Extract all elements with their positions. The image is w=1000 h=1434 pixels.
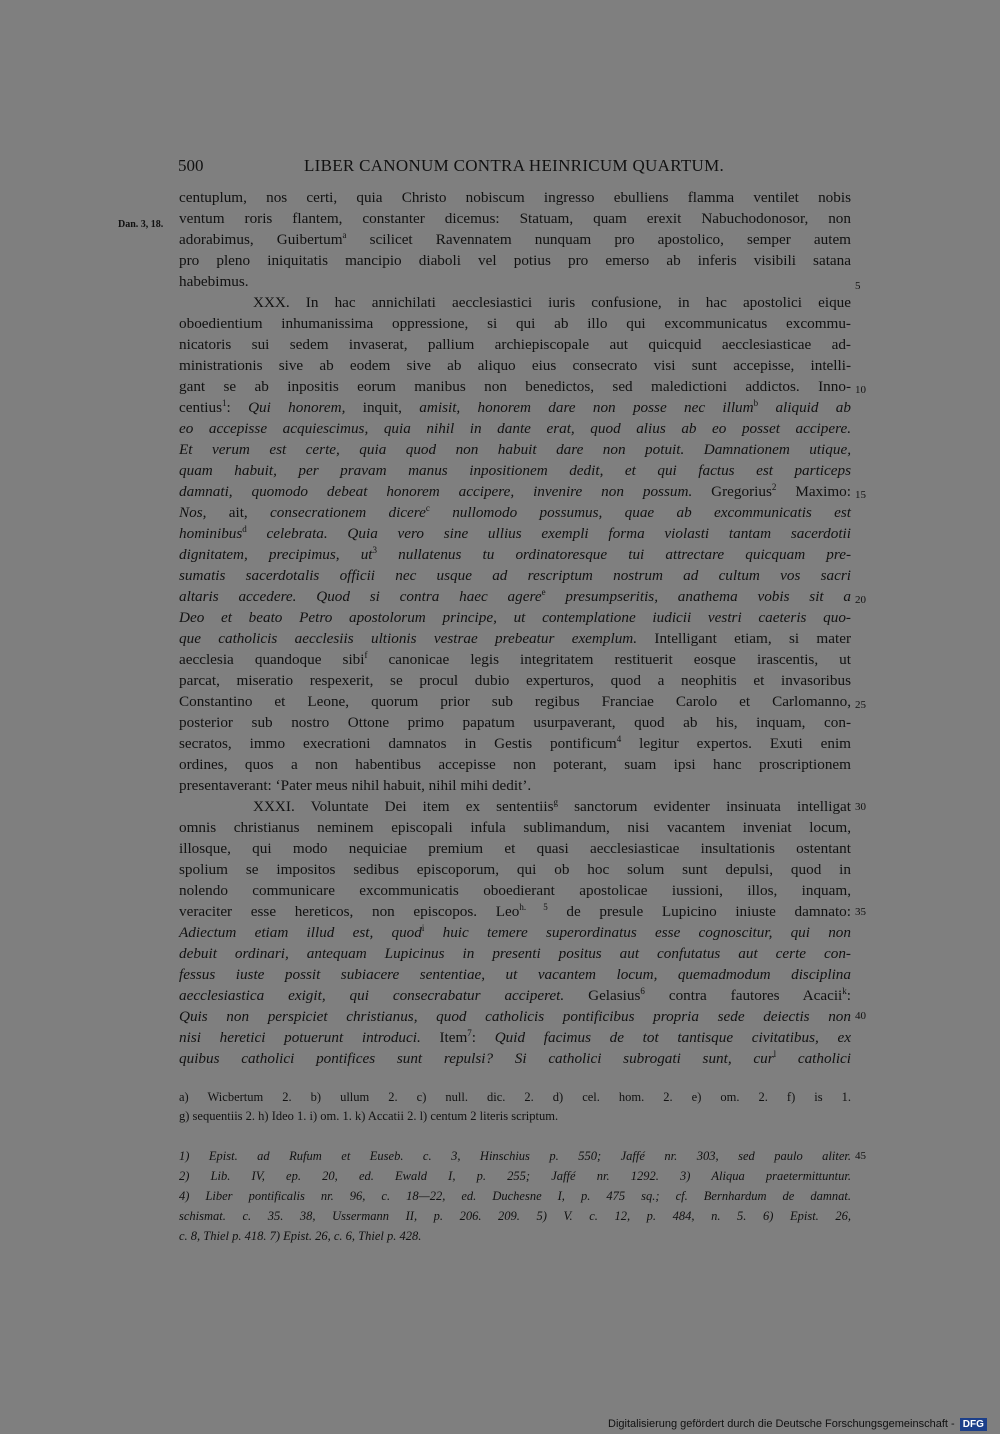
digitization-credit xyxy=(608,1418,987,1432)
text-line: habebimus. xyxy=(179,273,249,290)
text-line: Nos, ait, consecrationem dicere$^c$ nullomodo possumus, quae ab excommunicatis est xyxy=(179,502,851,521)
text-line: eo accepisse acquiescimus, quia nihil in dante erat, quod alius ab eo posset accipere. xyxy=(179,420,851,437)
margin-reference: Dan. 3, 18. xyxy=(118,219,164,230)
text-line: posterior sub nostro Ottone primo papatum usurpaverant, quod ab his, inquam, con- xyxy=(179,714,851,731)
footnote-line: 1) Epist. ad Rufum et Euseb. c. 3, Hinschius p. 550; Jaffé nr. 303, sed paulo aliter. xyxy=(179,1149,851,1163)
footnote-line: schismat. c. 35. 38, Ussermann II, p. 206. 209. 5) V. c. 12, p. 484, n. 5. 6) Epist. 26, xyxy=(179,1209,851,1223)
text-line: omnis christianus neminem episcopali infula sublimandum, nisi vacantem inveniat locum, xyxy=(179,819,851,836)
text-line: sumatis sacerdotalis officii nec usque ad rescriptum nostrum ad cultum vos sacri xyxy=(179,567,851,584)
text-line: Et verum est certe, quia quod non habuit dare non potuit. Damnationem utique, xyxy=(179,441,851,458)
text-line: nicatoris sui sedem invaserat, pallium archiepiscopale aut quicquid aecclesiasticae ad- xyxy=(179,336,851,353)
text-line: dignitatem, precipimus, $ut^3$ nullatenus tu ordinatoresque tui attrectare quicquam pre- xyxy=(179,544,852,563)
text-line: presentaverant: ‘Pater meus nihil habuit, nihil mihi dedit’. xyxy=(179,777,532,794)
line-number: 25 xyxy=(855,699,866,711)
text-line: ventum roris flantem, constanter dicemus: Statuam, quam erexit Nabuchodonosor, non xyxy=(179,210,851,227)
text-line: parcat, miseratio respexerit, se procul dubio experturos, quod a neophitis et invasoribus xyxy=(179,672,851,689)
text-line: debuit ordinari, antequam Lupicinus in presenti positus aut confutatus aut certe con- xyxy=(179,945,851,962)
line-number: 30 xyxy=(855,801,866,813)
text-line: Quis non perspiciet christianus, quod catholicis pontificibus propria sede deiectis non xyxy=(179,1008,851,1025)
text-line: aecclesia quandoque sibi$^f$ canonicae legis integritatem restituerit eosque irascentis, ut xyxy=(179,649,851,668)
text-line: hominibus$^d$ celebrata. Quia vero sine ullius exempli forma violasti tantam sacerdotii xyxy=(179,523,851,542)
footnote-line: c. 8, Thiel p. 418. 7) Epist. 26, c. 6, Thiel p. 428. xyxy=(179,1229,422,1243)
page-number: 500 xyxy=(178,156,204,175)
text-line: adorabimus, Guibertum$^a$ scilicet Ravennatem nunquam pro apostolico, semper autem xyxy=(179,229,851,248)
text-line: Deo et beato Petro apostolorum principe, ut contemplatione iudicii vestri caeteris quo- xyxy=(179,609,851,626)
text-line: Constantino et Leone, quorum prior sub regibus Franciae Carolo et Carlomanno, xyxy=(179,693,851,710)
text-line: altaris accedere. Quod si contra haec agere$^e$ presumpseritis, anathema vobis sit a xyxy=(179,586,851,605)
text-line: quibus catholici pontifices sunt repulsi? Si catholici subrogati sunt, cur$^l$ catholici xyxy=(179,1048,851,1067)
text-line: nisi heretici potuerunt introduci. Item$^7$: Quid facimus de tot tantisque civitatibus, ex xyxy=(179,1027,851,1046)
line-number: 45 xyxy=(855,1150,866,1162)
text-line: fessus iuste possit subiacere sententiae, ut vacantem locum, quemadmodum disciplina xyxy=(179,966,851,983)
text-line: centius$^1$: Qui honorem, inquit, amisit, honorem dare non posse nec illum$^b$ aliquid ab xyxy=(179,397,851,416)
section-heading-line: XXXI. Voluntate Dei item ex sententiis$^g$ sanctorum evidenter insinuata intelligat xyxy=(253,796,851,815)
text-line: oboedientium inhumanissima oppressione, si qui ab illo qui excommunicatus excommu- xyxy=(179,315,851,332)
credit-text: Digitalisierung gefördert durch die Deutsche Forschungsgemeinschaft - xyxy=(608,1418,955,1430)
section-heading-line: XXX. In hac annichilati aecclesiastici iuris confusione, in hac apostolici eique xyxy=(253,294,851,311)
page-header xyxy=(178,156,850,180)
apparatus-line: a) Wicbertum 2. b) ullum 2. c) null. dic. 2. d) cel. hom. 2. e) om. 2. f) is 1. xyxy=(179,1090,851,1104)
text-line: aecclesiastica exigit, qui consecrabatur acciperet. Gelasius$^6$ contra fautores Acacii$^k$: xyxy=(179,985,852,1004)
text-line: Adiectum etiam illud est, quod$^i$ huic temere superordinatus esse cognoscitur, qui non xyxy=(179,922,851,941)
text-line: ministrationis sive ab eodem sive ab aliquo eius consecrato visi sunt accepisse, intelli- xyxy=(179,357,851,374)
text-line: centuplum, nos certi, quia Christo nobiscum ingresso ebulliens flamma ventilet nobis xyxy=(179,189,851,206)
text-line: gant se ab inpositis eorum manibus non benedictos, sed maledictioni addictos. Inno- xyxy=(179,378,851,395)
apparatus-line: g) sequentiis 2. h) Ideo 1. i) om. 1. k) Accatii 2. l) centum 2 literis scriptum. xyxy=(179,1109,559,1123)
text-line: quam habuit, per pravam manus inpositionem dedit, et qui factus est particeps xyxy=(179,462,851,479)
text-line: nolendo communicare excommunicatis oboedierant apostolicae iussioni, illos, inquam, xyxy=(179,882,851,899)
text-line: que catholicis aecclesiis ultionis vestrae prebeatur exemplum. Intelligant etiam, si mater xyxy=(179,630,851,647)
text-line: spolium se impositos sedibus episcoporum, qui ob hoc solum sunt depulsi, quod in xyxy=(179,861,851,878)
footnote-line: 4) Liber pontificalis nr. 96, c. 18—22, ed. Duchesne I, p. 475 sq.; cf. Bernhardum de damnat. xyxy=(179,1189,851,1203)
line-number: 35 xyxy=(855,906,866,918)
text-line: damnati, quomodo debeat honorem accipere, invenire non possum. Gregorius$^2$ Maximo: xyxy=(179,481,851,500)
line-number: 20 xyxy=(855,594,866,606)
running-title: LIBER CANONUM CONTRA HEINRICUM QUARTUM. xyxy=(303,156,725,175)
text-line: illosque, qui modo nequiciae premium et quasi aecclesiasticae insultationis ostentant xyxy=(179,840,851,857)
footnote-line: 2) Lib. IV, ep. 20, ed. Ewald I, p. 255; Jaffé nr. 1292. 3) Aliqua praetermittuntur. xyxy=(179,1169,851,1183)
text-line: pro pleno iniquitatis mancipio diaboli vel potius pro emerso ab inferis visibili satana xyxy=(179,252,851,269)
line-number: 40 xyxy=(855,1010,866,1022)
text-line: veraciter esse hereticos, non episcopos. Leo$^{h. 5}$ de presule Lupicino iniuste damnato: xyxy=(179,901,851,920)
line-number: 10 xyxy=(855,384,866,396)
line-number: 5 xyxy=(855,280,861,292)
text-line: ordines, quos a non habentibus accepisse non poterant, suam ipsi hanc proscriptionem xyxy=(179,756,851,773)
line-number: 15 xyxy=(855,489,866,501)
dfg-logo: DFG xyxy=(960,1418,987,1431)
text-line: secratos, immo execrationi damnatos in Gestis pontificum$^4$ legitur expertos. Exuti enim xyxy=(179,733,851,752)
